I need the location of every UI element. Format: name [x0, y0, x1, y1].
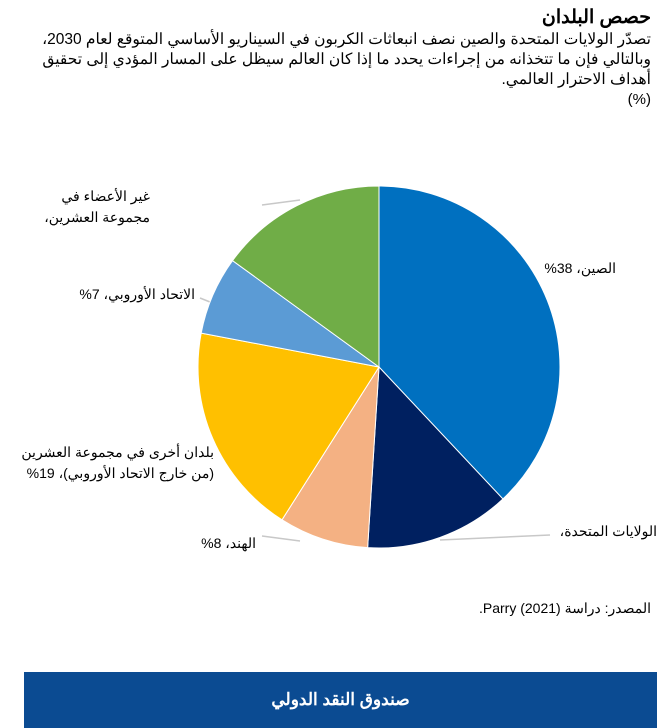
label-india: الهند، 8% — [201, 535, 256, 551]
leader-line — [200, 298, 210, 302]
label-other-g20-line1: بلدان أخرى في مجموعة العشرين — [21, 444, 214, 460]
source-note: المصدر: دراسة (2021) Parry. — [478, 600, 651, 616]
label-non-g20-line1: غير الأعضاء في — [61, 188, 150, 204]
label-non-g20-line2: مجموعة العشرين، — [44, 209, 150, 225]
label-eu: الاتحاد الأوروبي، 7% — [79, 286, 195, 302]
leader-line — [440, 535, 550, 540]
leader-line — [262, 200, 300, 205]
label-other-g20 — [21, 442, 214, 484]
chart-title: حصص البلدان — [541, 7, 651, 28]
label-other-g20-line2: (من خارج الاتحاد الأوروبي)، 19% — [26, 465, 214, 481]
chart-subtitle: تصدّر الولايات المتحدة والصين نصف انبعاثات الكربون في السيناريو الأساسي المتوقع لعام 2030، وبالتالي فإن ما تتخذانه من إجراءات يحدد ما إذا كان العالم سيظل على المسار المؤدي إلى تحقيق أهداف الاحترار العالمي. — [42, 31, 651, 88]
footer-banner: صندوق النقد الدولي — [24, 672, 657, 728]
unit-label: (%) — [627, 91, 651, 108]
label-china: الصين، 38% — [544, 260, 616, 276]
label-non-g20 — [44, 186, 150, 236]
leader-line — [262, 536, 300, 541]
label-us: الولايات المتحدة، — [559, 523, 657, 539]
